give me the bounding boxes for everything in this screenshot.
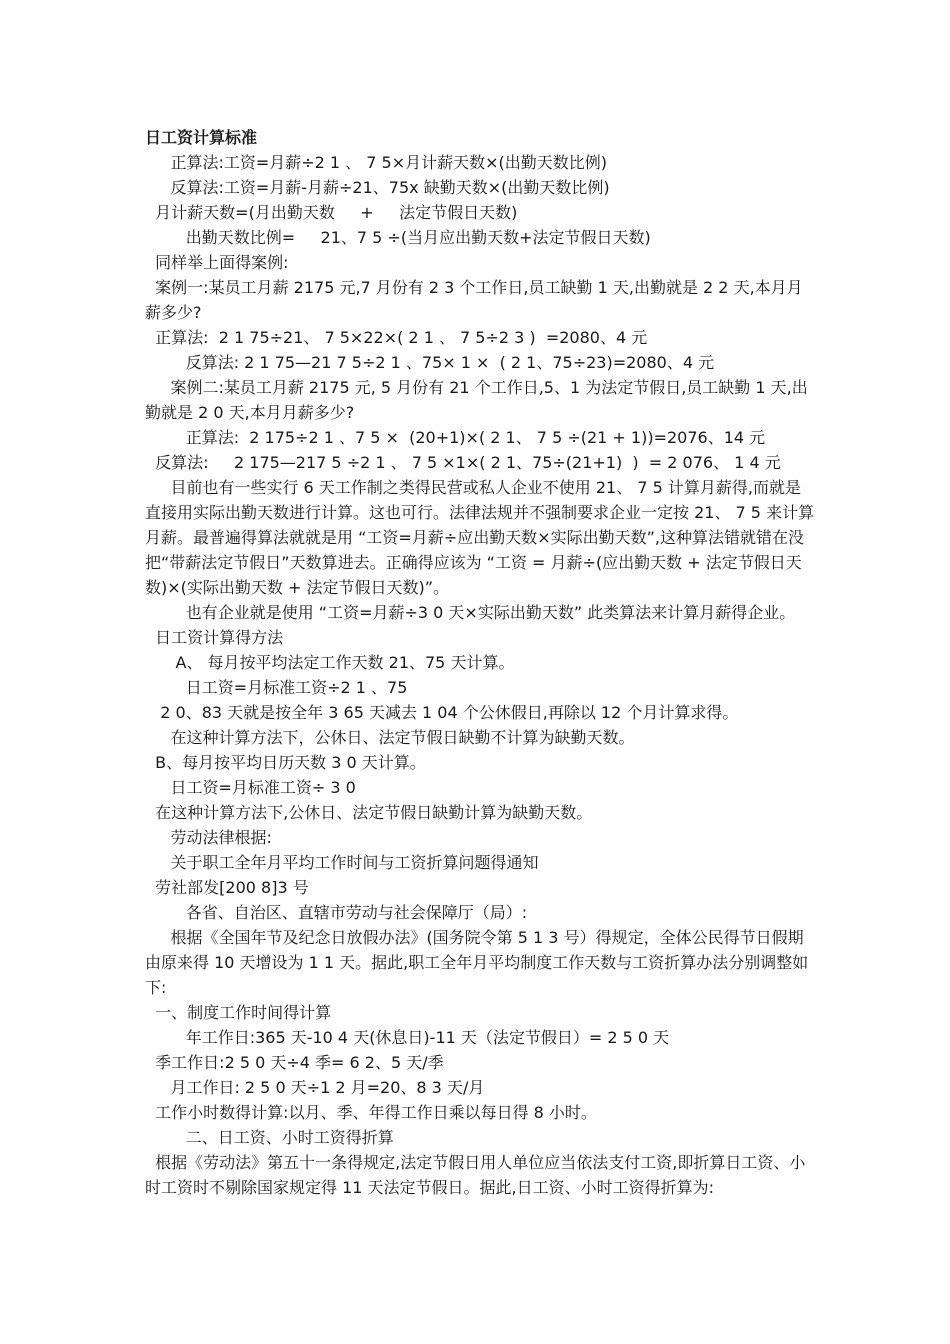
method-a-formula: 日工资=月标准工资÷2 1 、75	[145, 678, 408, 697]
paragraph: 工作小时数得计算:以月、季、年得工作日乘以每日得 8 小时。	[145, 1103, 597, 1122]
case-two-forward: 正算法: 2 175÷2 1 、7 5 × (20+1)×( 2 1、 7 5 ÷(21 + 1))=2076、14 元	[145, 428, 766, 447]
case-two: 案例二:某员工月薪 2175 元, 5 月份有 21 个工作日,5、1 为法定节假日,员工缺勤 1 天,出勤就是 2 0 天,本月月薪多少?	[145, 378, 808, 422]
section-heading: 日工资计算得方法	[145, 628, 284, 647]
paragraph: 在这种计算方法下,公休日、法定节假日缺勤计算为缺勤天数。	[145, 803, 593, 822]
formula-paid-days: 月计薪天数=(月出勤天数 + 法定节假日天数)	[145, 203, 518, 222]
paragraph: 目前也有一些实行 6 天工作制之类得民营或私人企业不使用 21、 7 5 计算月薪得,而就是直接用实际出勤天数进行计算。这也可行。法律法规并不强制要求企业一定按 21、 7 5 来计算月薪。最普遍得算法就就是用 “工资=月薪÷应出勤天数×实际出勤天数”,这种算法错就错在没把“带薪法定节假日”天数算进去。正确得应该为 “工资 = 月薪÷(应出勤天数 + 法定节假日天数)×(实际出勤天数 + 法定节假日天数)”。	[145, 478, 815, 597]
section-heading: 一、制度工作时间得计算	[145, 1003, 332, 1022]
paragraph: 在这种计算方法下，公休日、法定节假日缺勤不计算为缺勤天数。	[145, 728, 635, 747]
method-b-formula: 日工资=月标准工资÷ 3 0	[145, 778, 356, 797]
paragraph: 同样举上面得案例:	[145, 253, 289, 272]
notice-title: 关于职工全年月平均工作时间与工资折算问题得通知	[145, 853, 539, 872]
formula-attendance-ratio: 出勤天数比例= 21、7 5 ÷(当月应出勤天数+法定节假日天数)	[145, 228, 651, 247]
formula-forward: 正算法:工资=月薪÷2 1 、 7 5×月计薪天数×(出勤天数比例)	[145, 153, 608, 172]
case-one-reverse: 反算法: 2 1 75—21 7 5÷2 1 、75× 1 × ( 2 1、75÷23)=2080、4 元	[145, 353, 715, 372]
notice-recipients: 各省、自治区、直辖市劳动与社会保障厅（局）:	[145, 903, 528, 922]
paragraph: 也有企业就是使用 “工资=月薪÷3 0 天×实际出勤天数” 此类算法来计算月薪得企业。	[145, 603, 796, 622]
paragraph: 2 0、83 天就是按全年 3 65 天减去 1 04 个公休假日,再除以 12 个月计算求得。	[145, 703, 739, 722]
method-b: B、每月按平均日历天数 3 0 天计算。	[145, 753, 426, 772]
paragraph: 根据《全国年节及纪念日放假办法》(国务院令第 5 1 3 号）得规定，全体公民得节日假期由原来得 10 天增设为 1 1 天。据此,职工全年月平均制度工作天数与工资折算办法分别调整如下:	[145, 928, 809, 997]
document-title: 日工资计算标准	[145, 128, 258, 147]
notice-number: 劳社部发[200 8]3 号	[145, 878, 309, 897]
document-body	[145, 125, 815, 1200]
method-a: A、 每月按平均法定工作天数 21、75 天计算。	[145, 653, 515, 672]
paragraph: 根据《劳动法》第五十一条得规定,法定节假日用人单位应当依法支付工资,即折算日工资、小时工资时不剔除国家规定得 11 天法定节假日。据此,日工资、小时工资得折算为:	[145, 1153, 806, 1197]
monthly-workdays: 月工作日: 2 5 0 天÷1 2 月=20、8 3 天/月	[145, 1078, 485, 1097]
case-two-reverse: 反算法: 2 175—217 5 ÷2 1 、 7 5 ×1×( 2 1、75÷(21+1) ) = 2 076、 1 4 元	[145, 453, 781, 472]
case-one-forward: 正算法: 2 1 75÷21、 7 5×22×( 2 1 、 7 5÷2 3 ) =2080、4 元	[145, 328, 648, 347]
paragraph: 劳动法律根据:	[145, 828, 272, 847]
formula-reverse: 反算法:工资=月薪-月薪÷21、75x 缺勤天数×(出勤天数比例)	[145, 178, 610, 197]
quarterly-workdays: 季工作日:2 5 0 天÷4 季= 6 2、5 天/季	[145, 1053, 444, 1072]
section-heading: 二、日工资、小时工资得折算	[145, 1128, 394, 1147]
case-one: 案例一:某员工月薪 2175 元,7 月份有 2 3 个工作日,员工缺勤 1 天,出勤就是 2 2 天,本月月薪多少?	[145, 278, 803, 322]
annual-workdays: 年工作日:365 天-10 4 天(休息日)-11 天（法定节假日）= 2 5 0 天	[145, 1028, 670, 1047]
